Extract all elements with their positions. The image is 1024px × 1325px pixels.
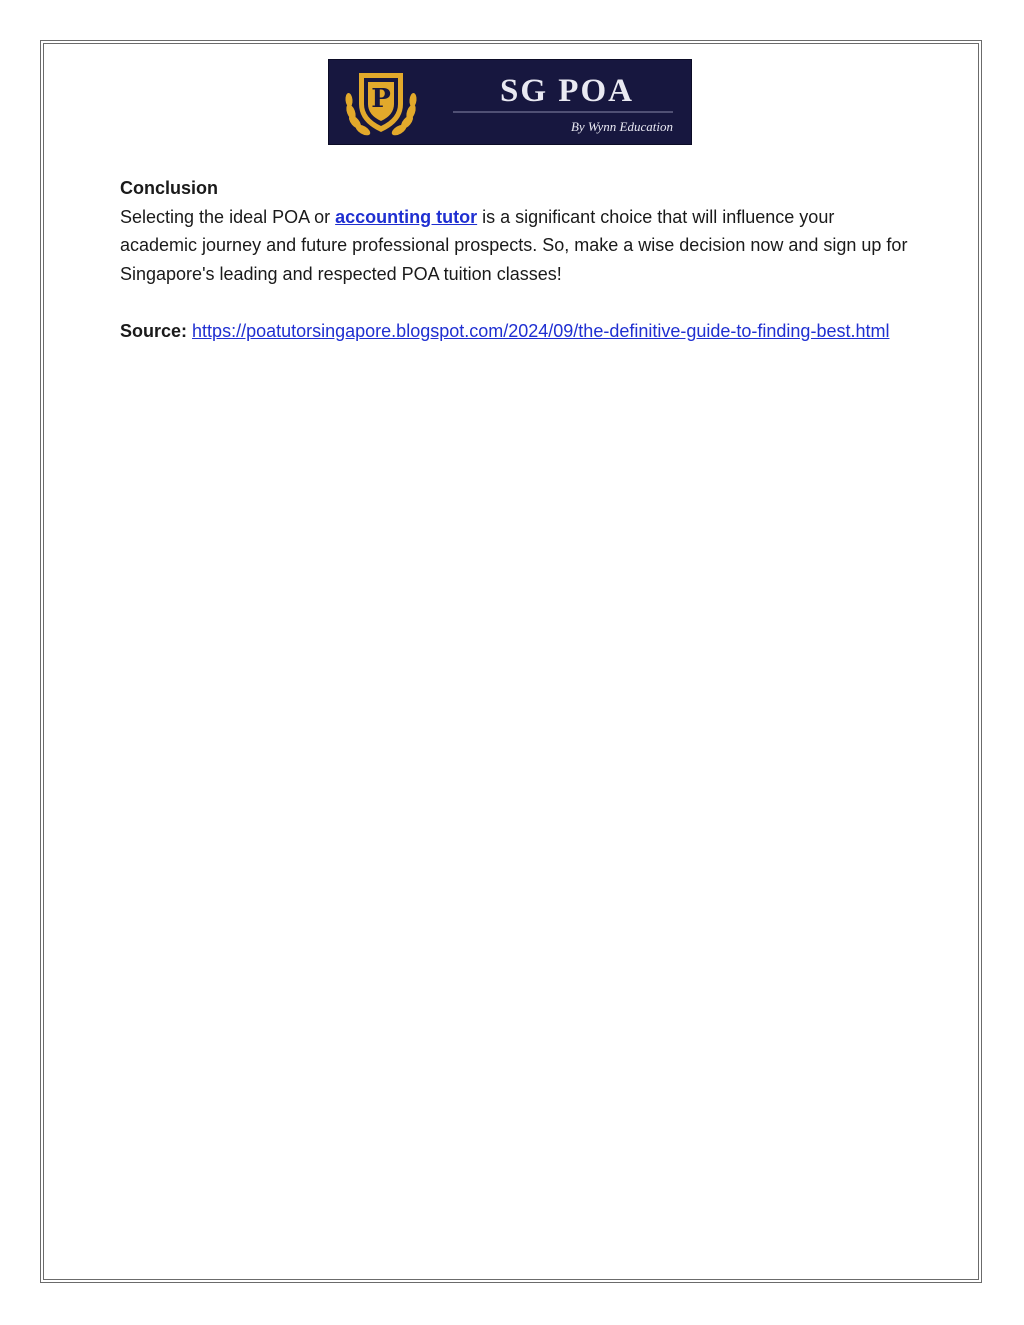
source-line: [120, 317, 910, 346]
logo-monogram: P: [371, 84, 391, 114]
conclusion-paragraph: [120, 203, 910, 289]
sg-poa-logo: [328, 59, 692, 145]
logo-title: SG POA: [500, 73, 634, 109]
accounting-tutor-link[interactable]: accounting tutor: [335, 206, 478, 227]
logo-subtitle: By Wynn Education: [570, 119, 673, 134]
source-label: Source:: [120, 321, 188, 341]
paragraph-text-end: is a significant choice that will influence your academic journey and future professional prospects. So, make a wise decision now and sign up for Singapore's leading and respected POA tuition classes!: [120, 206, 908, 284]
section-heading: Conclusion: [120, 178, 218, 198]
paragraph-text-start: Selecting the ideal POA or: [120, 206, 336, 227]
document-content: [120, 174, 910, 346]
source-link[interactable]: https://poatutorsingapore.blogspot.com/2024/09/the-definitive-guide-to-finding-best.html: [192, 321, 890, 341]
